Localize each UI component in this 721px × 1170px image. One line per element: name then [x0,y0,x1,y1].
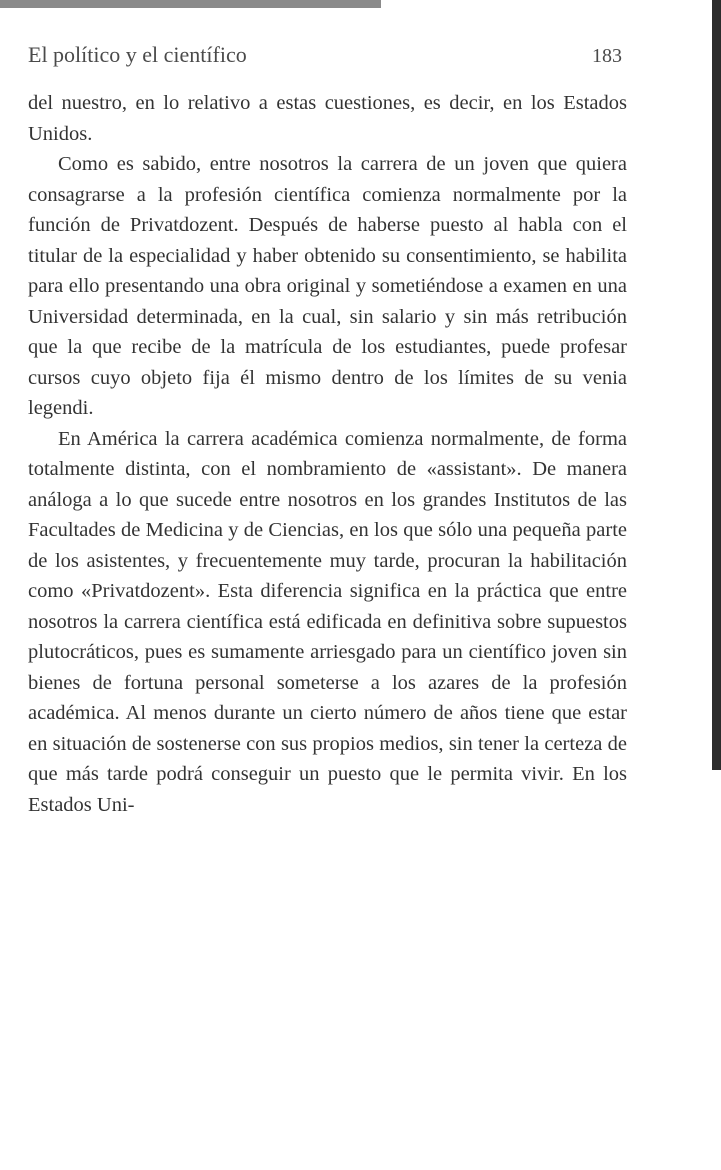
paragraph: Como es sabido, entre nosotros la carrera de un joven que quiera consagrarse a la profesión científica comienza normalmente por la función de Privatdozent. Después de haberse puesto al habla con el titular de la especialidad y haber obtenido su consentimiento, se habilita para ello presentando una obra original y sometiéndose a examen en una Universidad determinada, en la cual, sin salario y sin más retribución que la que recibe de la matrícula de los estudiantes, puede profesar cursos cuyo objeto fija él mismo dentro de los límites de su venia legendi. [28,153,627,419]
top-scan-rule [0,0,381,8]
running-title: El político y el científico [28,42,247,67]
page-number: 183 [592,45,622,67]
body-text [28,88,627,820]
paragraph: del nuestro, en lo relativo a estas cuestiones, es decir, en los Estados Unidos. [28,92,627,145]
page-header [28,42,622,68]
paragraph: En América la carrera académica comienza normalmente, de forma totalmente distinta, con el nombramiento de «assistant». De manera análoga a lo que sucede entre nosotros en los grandes Institutos de las Facultades de Medicina y de Ciencias, en los que sólo una pequeña parte de los asistentes, y frecuentemente muy tarde, procuran la habilitación como «Privatdozent». Esta diferencia significa en la práctica que entre nosotros la carrera científica está edificada en definitiva sobre supuestos plutocráticos, pues es sumamente arriesgado para un científico joven sin bienes de fortuna personal someterse a los azares de la profesión académica. Al menos durante un cierto número de años tiene que estar en situación de sostenerse con sus propios medios, sin tener la certeza de que más tarde podrá conseguir un puesto que le permita vivir. En los Estados Uni- [28,427,627,816]
page-edge-bar [712,0,721,770]
